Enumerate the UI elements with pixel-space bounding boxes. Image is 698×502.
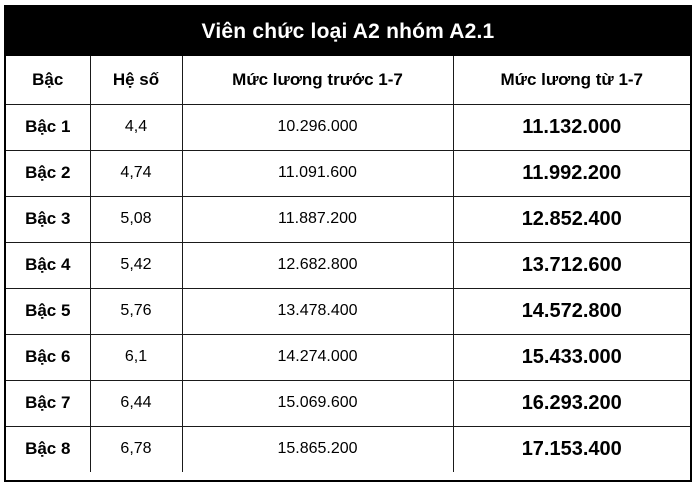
cell-salary-from: 17.153.400	[453, 426, 690, 472]
table-row	[6, 242, 690, 288]
table-row	[6, 334, 690, 380]
table-row	[6, 426, 690, 472]
cell-salary-before: 10.296.000	[182, 104, 453, 150]
cell-coefficient: 6,78	[90, 426, 182, 472]
cell-salary-from: 14.572.800	[453, 288, 690, 334]
table-row	[6, 288, 690, 334]
header-salary-from: Mức lương từ 1-7	[453, 56, 690, 104]
header-coefficient: Hệ số	[90, 56, 182, 104]
table-row	[6, 104, 690, 150]
table-row	[6, 196, 690, 242]
cell-salary-from: 11.992.200	[453, 150, 690, 196]
table-title: Viên chức loại A2 nhóm A2.1	[6, 7, 690, 56]
cell-coefficient: 5,42	[90, 242, 182, 288]
cell-level: Bậc 8	[6, 426, 90, 472]
cell-level: Bậc 5	[6, 288, 90, 334]
cell-level: Bậc 2	[6, 150, 90, 196]
cell-salary-before: 11.091.600	[182, 150, 453, 196]
cell-coefficient: 6,44	[90, 380, 182, 426]
table-row	[6, 150, 690, 196]
salary-table-frame	[4, 5, 692, 482]
cell-salary-from: 12.852.400	[453, 196, 690, 242]
header-level: Bậc	[6, 56, 90, 104]
cell-salary-before: 15.069.600	[182, 380, 453, 426]
cell-coefficient: 4,4	[90, 104, 182, 150]
cell-level: Bậc 1	[6, 104, 90, 150]
cell-coefficient: 4,74	[90, 150, 182, 196]
cell-salary-from: 11.132.000	[453, 104, 690, 150]
cell-coefficient: 6,1	[90, 334, 182, 380]
header-row	[6, 56, 690, 104]
cell-level: Bậc 3	[6, 196, 90, 242]
salary-table	[6, 56, 690, 472]
cell-level: Bậc 7	[6, 380, 90, 426]
cell-salary-from: 13.712.600	[453, 242, 690, 288]
table-row	[6, 380, 690, 426]
cell-coefficient: 5,08	[90, 196, 182, 242]
cell-coefficient: 5,76	[90, 288, 182, 334]
cell-salary-from: 15.433.000	[453, 334, 690, 380]
cell-salary-before: 13.478.400	[182, 288, 453, 334]
header-salary-before: Mức lương trước 1-7	[182, 56, 453, 104]
cell-salary-before: 11.887.200	[182, 196, 453, 242]
cell-salary-from: 16.293.200	[453, 380, 690, 426]
cell-salary-before: 15.865.200	[182, 426, 453, 472]
cell-salary-before: 14.274.000	[182, 334, 453, 380]
cell-salary-before: 12.682.800	[182, 242, 453, 288]
cell-level: Bậc 6	[6, 334, 90, 380]
cell-level: Bậc 4	[6, 242, 90, 288]
